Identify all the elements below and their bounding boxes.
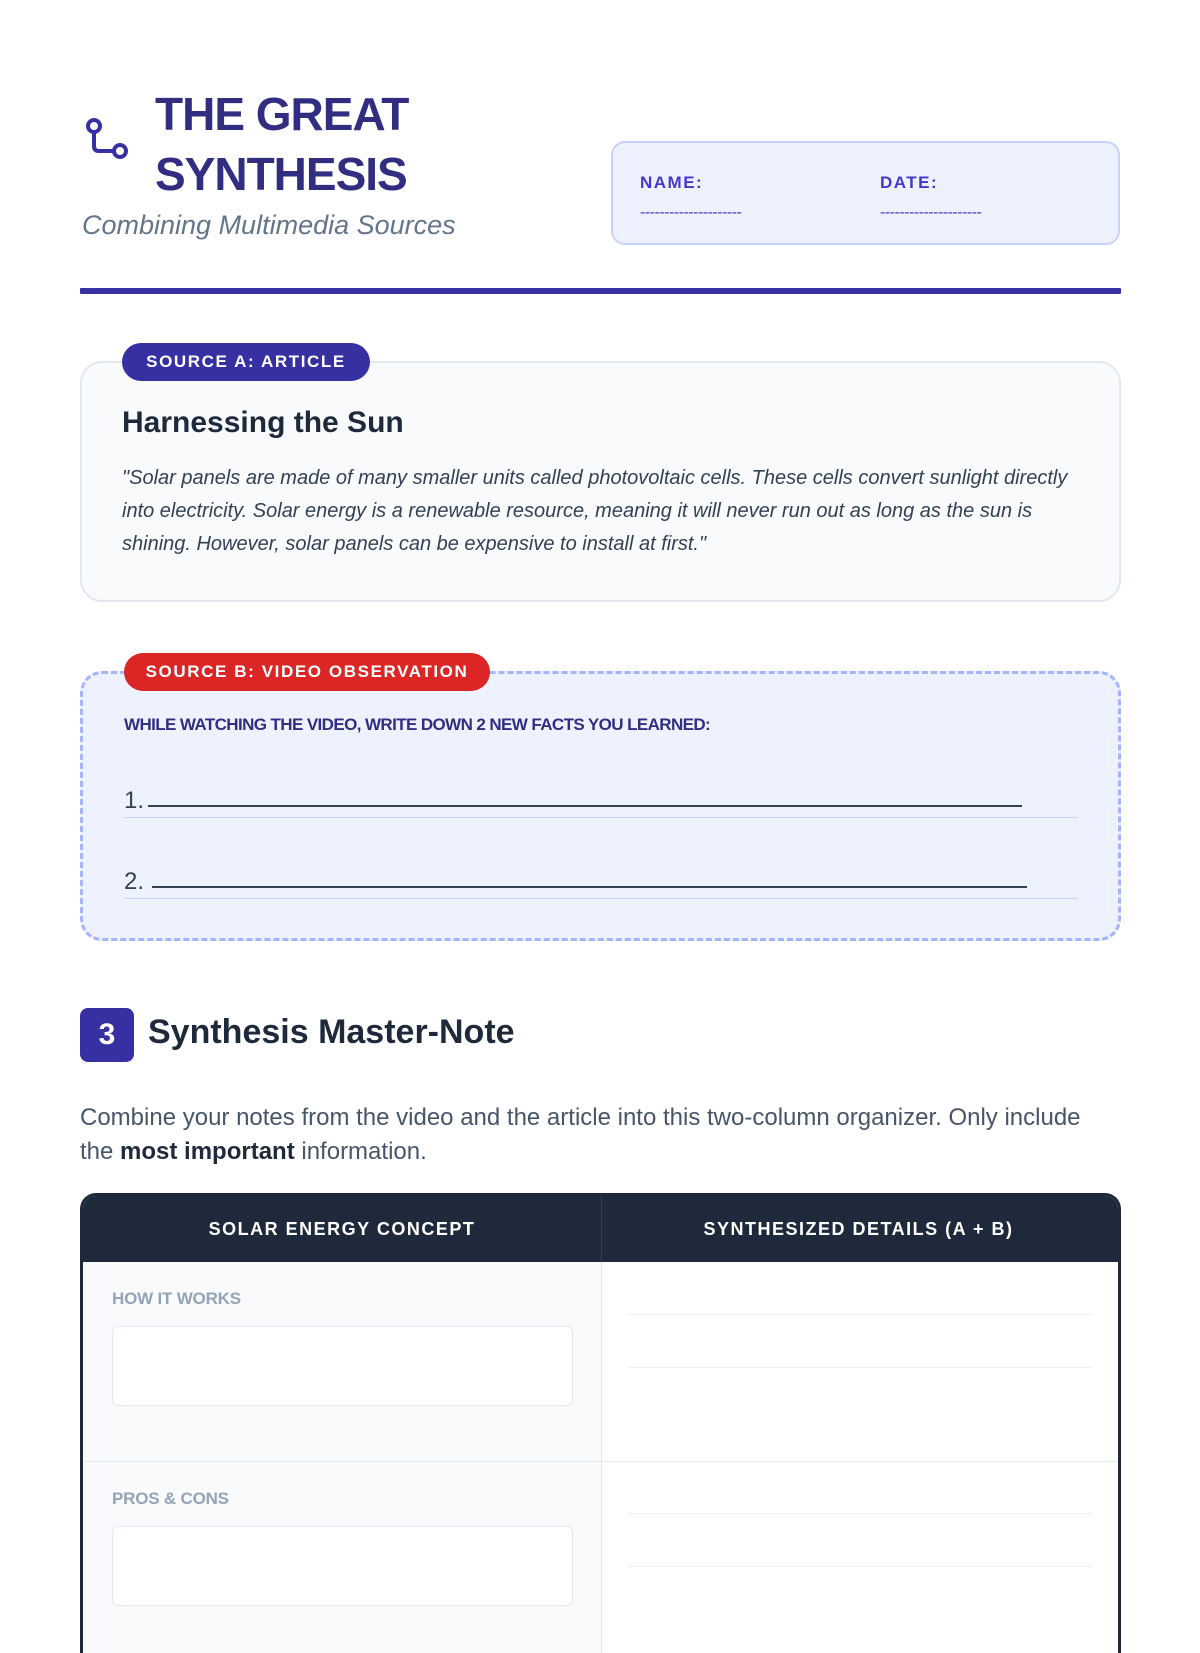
fact-number-1: 1. [124,787,145,814]
writing-line [628,1314,1092,1315]
table-row-concept-cell [83,1462,602,1653]
section-description [80,1101,1120,1169]
fact-number-2: 2. [124,868,145,895]
how-it-works-input[interactable] [112,1326,573,1406]
date-label: DATE: [880,173,939,192]
section-title: Synthesis Master-Note [148,1013,515,1051]
title-line-1: THE GREAT [155,88,409,140]
fact-blank-2 [152,886,1027,888]
table-header [83,1196,1118,1262]
fact-line-2[interactable] [124,852,1078,899]
page-title [155,84,408,204]
source-a-heading: Harnessing the Sun [122,406,404,439]
description-text: Combine your notes from the video and the article into this two-column organizer. Only include the [80,1104,1081,1165]
pros-cons-details-area[interactable] [602,1462,1118,1653]
fact-blank-1 [148,805,1022,807]
student-info-box [611,141,1120,245]
name-label: NAME: [640,173,704,192]
column-header-details: SYNTHESIZED DETAILS (A + B) [703,1219,1014,1239]
writing-line [628,1367,1092,1368]
source-b-instruction: WHILE WATCHING THE VIDEO, WRITE DOWN 2 NEW FACTS YOU LEARNED: [124,715,711,734]
source-a-badge: SOURCE A: ARTICLE [122,343,370,381]
source-a-quote: "Solar panels are made of many smaller units called photovoltaic cells. These cells convert sunlight directly into electricity. Solar energy is a renewable resource, meaning it will never run out as long as the sun is shining. However, solar panels can be expensive to install at first." [122,467,1068,555]
step-number-badge: 3 [80,1008,134,1062]
description-text-end: information. [294,1138,427,1165]
page-subtitle: Combining Multimedia Sources [82,210,456,240]
writing-line [628,1566,1092,1567]
date-field[interactable]: --------------------- [880,204,982,221]
title-line-2: SYNTHESIS [155,148,407,200]
description-emphasis: most important [120,1138,295,1165]
synthesis-icon [82,114,132,166]
column-header-concept: SOLAR ENERGY CONCEPT [208,1219,476,1239]
name-field[interactable]: --------------------- [640,204,742,221]
how-it-works-details-area[interactable] [602,1262,1118,1461]
table-row-concept-cell [83,1262,602,1461]
header-divider [80,288,1121,294]
row-label-how-it-works: HOW IT WORKS [112,1289,241,1308]
source-b-badge: SOURCE B: VIDEO OBSERVATION [124,653,490,691]
pros-cons-input[interactable] [112,1526,573,1606]
synthesis-organizer-table [80,1193,1121,1653]
writing-line [628,1513,1092,1514]
fact-line-1[interactable] [124,771,1078,818]
row-label-pros-cons: PROS & CONS [112,1489,229,1508]
